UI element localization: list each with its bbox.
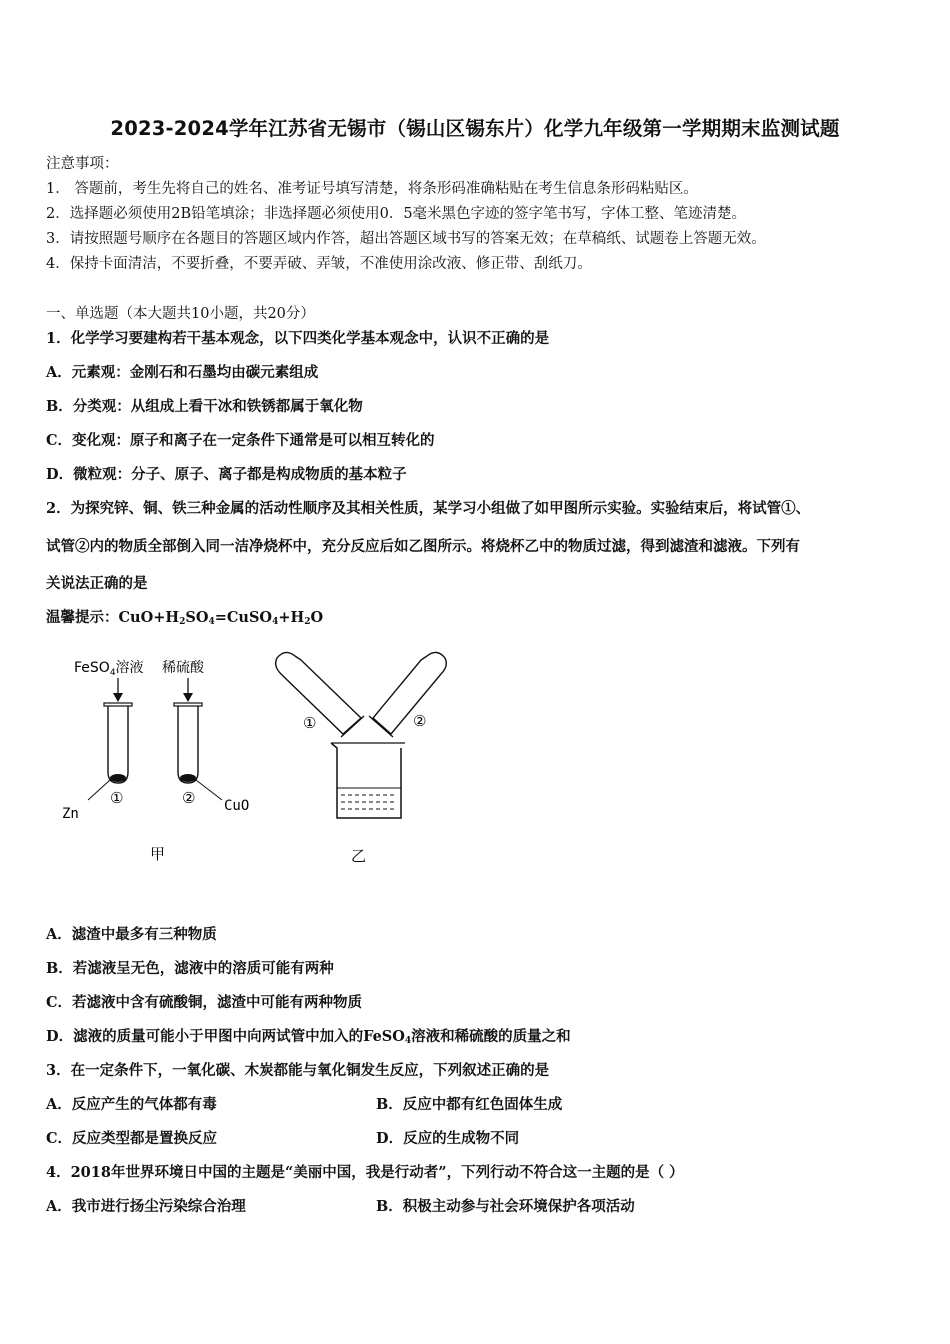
q1-option-b: B．分类观：从组成上看干冰和铁锈都属于氧化物 — [46, 398, 363, 415]
label-tilted-tube-1: ① — [303, 714, 317, 732]
label-tube-1: ① — [110, 789, 124, 807]
caption-yi: 乙 — [351, 847, 367, 865]
notice-item-4: 4．保持卡面清洁，不要折叠，不要弄破、弄皱，不准使用涂改液、修正带、刮纸刀。 — [46, 256, 592, 272]
q1-option-a: A．元素观：金刚石和石墨均由碳元素组成 — [46, 364, 319, 381]
q4-option-a: A．我市进行扬尘污染综合治理 — [46, 1198, 246, 1215]
tilted-tube-1 — [276, 652, 364, 737]
q2-option-b: B．若滤液呈无色，滤液中的溶质可能有两种 — [46, 960, 334, 977]
q2-option-c: C．若滤液中含有硫酸铜，滤渣中可能有两种物质 — [46, 994, 363, 1011]
notice-item-3: 3．请按照题号顺序在各题目的答题区域内作答，超出答题区域书写的答案无效；在草稿纸、试题卷上答题无效。 — [46, 231, 766, 247]
q2-stem-line-2: 试管②内的物质全部倒入同一洁净烧杯中，充分反应后如乙图所示。将烧杯乙中的物质过滤，得到滤渣和滤液。下列有 — [46, 538, 800, 555]
figure-yi — [265, 640, 465, 880]
q4-stem: 4．2018年世界环境日中国的主题是“美丽中国，我是行动者”，下列行动不符合这一主题的是（ ） — [46, 1164, 684, 1181]
test-tube-1 — [104, 703, 132, 783]
q3-option-b: B．反应中都有红色固体生成 — [376, 1096, 563, 1113]
q1-option-d: D．微粒观：分子、原子、离子都是构成物质的基本粒子 — [46, 466, 407, 483]
q2-hint: 温馨提示：$CuO+H_2SO_4=CuSO_4+H_2O$ — [46, 609, 324, 627]
notice-item-2: 2．选择题必须使用2B铅笔填涂；非选择题必须使用0．5毫米黑色字迹的签字笔书写，字体工整、笔迹清楚。 — [46, 206, 747, 222]
tilted-tube-2 — [369, 652, 446, 737]
leader-zn — [88, 780, 110, 800]
arrow-acid-head — [183, 693, 193, 702]
notice-item-1: 1． 答题前，考生先将自己的姓名、准考证号填写清楚，将条形码准确粘贴在考生信息条形码粘贴区。 — [46, 181, 698, 197]
label-cuo: CuO — [224, 798, 250, 814]
label-tube-2: ② — [182, 789, 196, 807]
section-heading: 一、单选题（本大题共10小题，共20分） — [46, 306, 315, 322]
q3-stem: 3．在一定条件下，一氧化碳、木炭都能与氧化铜发生反应，下列叙述正确的是 — [46, 1062, 550, 1079]
label-dilute-acid: 稀硫酸 — [162, 660, 204, 676]
exam-title: 2023-2024学年江苏省无锡市（锡山区锡东片）化学九年级第一学期期末监测试题 — [110, 117, 840, 140]
q2-stem-line-1: 2．为探究锌、铜、铁三种金属的活动性顺序及其相关性质，某学习小组做了如甲图所示实验。实验结束后，将试管①、 — [46, 500, 811, 517]
q4-option-b: B．积极主动参与社会环境保护各项活动 — [376, 1198, 635, 1215]
q3-option-d: D．反应的生成物不同 — [376, 1130, 520, 1147]
q2-stem-line-3: 关说法正确的是 — [46, 575, 148, 592]
test-tube-2 — [174, 703, 202, 783]
label-tilted-tube-2: ② — [413, 712, 427, 730]
q1-stem: 1．化学学习要建构若干基本观念，以下四类化学基本观念中，认识不正确的是 — [46, 330, 550, 347]
q1-option-c: C．变化观：原子和离子在一定条件下通常是可以相互转化的 — [46, 432, 435, 449]
q3-option-c: C．反应类型都是置换反应 — [46, 1130, 218, 1147]
label-feso4: FeSO$_4$溶液 — [74, 660, 144, 678]
caption-jia: 甲 — [150, 845, 166, 863]
q2-option-d: D．滤液的质量可能小于甲图中向两试管中加入的FeSO$_4$溶液和稀硫酸的质量之和 — [46, 1028, 571, 1046]
arrow-feso4-head — [113, 693, 123, 702]
label-zn: Zn — [62, 806, 79, 822]
q3-option-a: A．反应产生的气体都有毒 — [46, 1096, 217, 1113]
leader-cuo — [196, 780, 222, 800]
notice-heading: 注意事项： — [46, 156, 119, 172]
q2-option-a: A．滤渣中最多有三种物质 — [46, 926, 217, 943]
beaker — [331, 743, 405, 818]
